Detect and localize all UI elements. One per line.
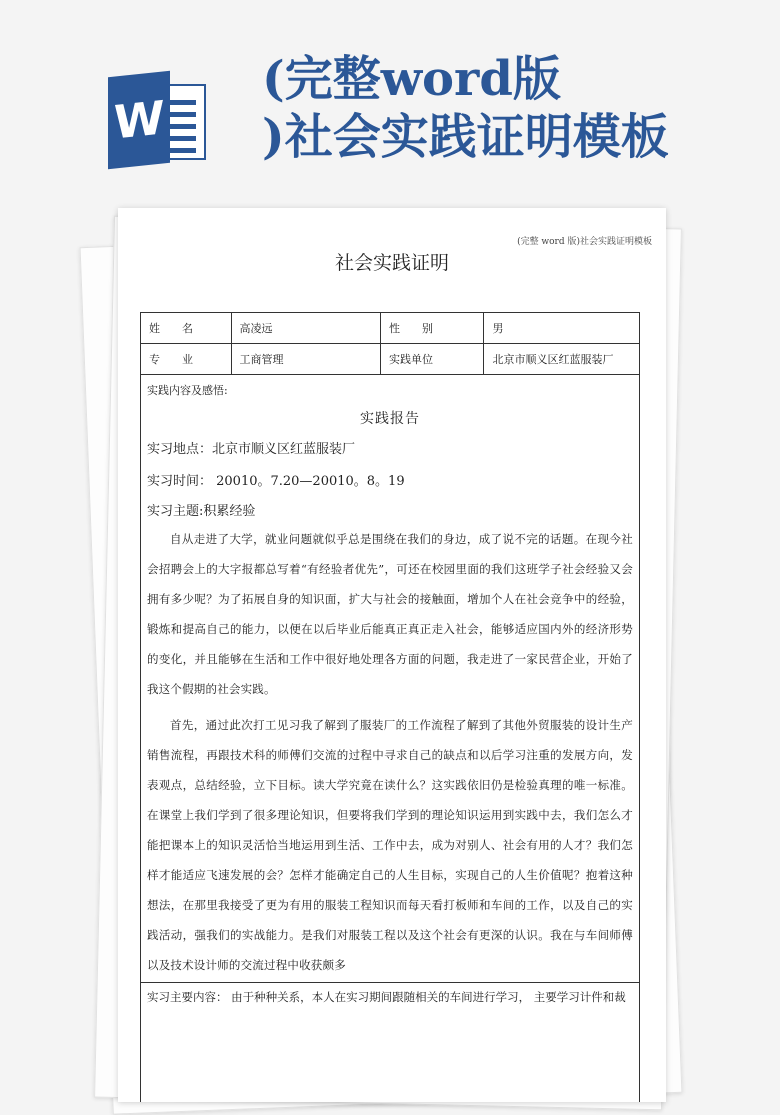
document-page [118, 208, 666, 1102]
study-content: 实习主要内容： 由于种种关系，本人在实习期间跟随相关的车间进行学习， 主要学习计件和裁 [141, 982, 639, 1005]
location-field: 实习地点：北京市顺义区红蓝服装厂 [147, 442, 356, 457]
header-note: (完整 word 版)社会实践证明模板 [517, 237, 652, 247]
banner-title [262, 50, 762, 166]
unit-label: 实践单位 [381, 344, 484, 375]
gender-value: 男 [484, 313, 640, 344]
major-label: 专 业 [141, 344, 232, 375]
theme-field: 实习主题:积累经验 [147, 504, 256, 519]
word-icon-letter: W [108, 71, 170, 170]
name-value: 高凌远 [231, 313, 381, 344]
gender-label: 性 别 [381, 313, 484, 344]
document-title: 社会实践证明 [334, 252, 449, 274]
report-title: 实践报告 [360, 411, 420, 427]
table-row [141, 344, 640, 375]
major-value: 工商管理 [231, 344, 381, 375]
paragraph-intro: 自从走进了大学，就业问题就似乎总是围绕在我们的身边，成了说不完的话题。在现今社会招聘会上的大字报都总写着“有经验者优先”，可还在校园里面的我们这班学子社会经验又会拥有多少呢？为了拓展自身的知识面，扩大与社会的接触面，增加个人在社会竞争中的经验，锻炼和提高自己的能力，以便在以后毕业后能真正真正走入社会，能够适应国内外的经济形势的变化，并且能够在生活和工作中很好地处理各方面的问题，我走进了一家民营企业，开始了我这个假期的社会实践。 [147, 532, 633, 696]
content-box [140, 374, 640, 1102]
name-label: 姓 名 [141, 313, 232, 344]
banner [0, 0, 780, 200]
info-table [140, 312, 640, 375]
banner-title-line1: (完整word版 [262, 51, 561, 107]
word-icon [108, 74, 208, 166]
table-row [141, 313, 640, 344]
section-label: 实践内容及感悟: [147, 384, 228, 397]
time-field: 实习时间： 20010。7.20—20010。8。19 [147, 474, 405, 489]
banner-title-line2: )社会实践证明模板 [262, 109, 669, 165]
unit-value: 北京市顺义区红蓝服装厂 [484, 344, 640, 375]
paragraph-experience: 首先，通过此次打工见习我了解到了服装厂的工作流程了解到了其他外贸服装的设计生产销售流程，再跟技术科的师傅们交流的过程中寻求自己的缺点和以后学习注重的发展方向，发表观点，总结经验，立下目标。读大学究竟在读什么？这实践依旧仍是检验真理的唯一标准。在课堂上我们学到了很多理论知识，但要将我们学到的理论知识运用到实践中去，我们怎么才能把课本上的知识灵活恰当地运用到生活、工作中去，成为对别人、社会有用的人才？我们怎样才能适应飞速发展的会？怎样才能确定自己的人生目标，实现自己的人生价值呢？抱着这种想法，在那里我接受了更为有用的服装工程知识而每天看打板师和车间的工作，以及自己的实践活动，强我们的实战能力。是我们对服装工程以及这个社会有更深的认识。我在与车间师傅以及技术设计师的交流过程中收获颇多 [147, 718, 633, 972]
